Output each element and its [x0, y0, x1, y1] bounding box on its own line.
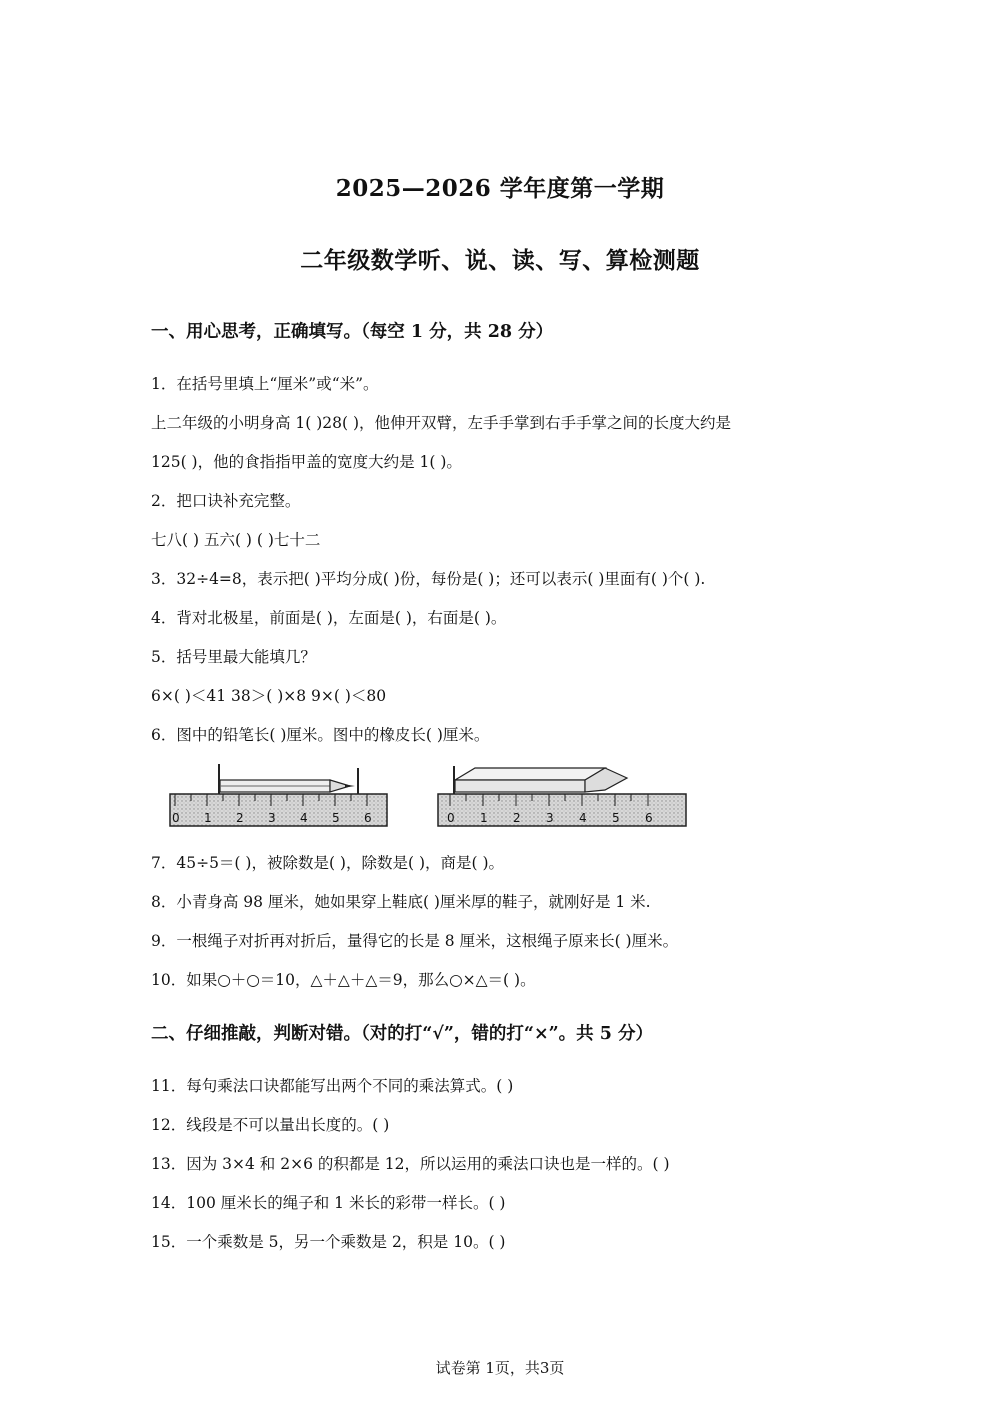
question-2: 2．把口诀补充完整。	[151, 492, 301, 510]
question-10: 10．如果○＋○＝10，△＋△＋△＝9，那么○×△＝( )。	[151, 971, 536, 989]
question-8: 8．小青身高 98 厘米，她如果穿上鞋底( )厘米厚的鞋子，就刚好是 1 米.	[151, 893, 651, 911]
question-9: 9．一根绳子对折再对折后，量得它的长是 8 厘米，这根绳子原来长( )厘米。	[151, 932, 679, 950]
ruler2-tick-2: 2	[513, 811, 521, 825]
ruler1-tick-6: 6	[364, 811, 372, 825]
question-4: 4．背对北极星，前面是( )，左面是( )，右面是( )。	[151, 609, 507, 627]
ruler1-tick-5: 5	[332, 811, 340, 825]
pencil	[220, 780, 355, 792]
ruler1-tick-4: 4	[300, 811, 308, 825]
question-2-items: 七八( ) 五六( ) ( )七十二	[151, 531, 321, 549]
ruler1-tick-0: 0	[172, 811, 180, 825]
question-5: 5．括号里最大能填几？	[151, 648, 316, 666]
question-11: 11．每句乘法口诀都能写出两个不同的乘法算式。( )	[151, 1077, 514, 1095]
question-1-line-a: 上二年级的小明身高 1( )28( )，他伸开双臂，左手手掌到右手手掌之间的长度大约是	[151, 414, 732, 432]
pencil-ruler	[170, 764, 387, 826]
question-7: 7．45÷5＝( )，被除数是( )，除数是( )，商是( )。	[151, 854, 505, 872]
page-footer: 试卷第 1页，共3页	[435, 1359, 565, 1377]
section-1-heading: 一、用心思考，正确填写。（每空 1 分，共 28 分）	[151, 322, 554, 342]
question-6: 6．图中的铅笔长( )厘米。图中的橡皮长( )厘米。	[151, 726, 490, 744]
eraser	[455, 768, 627, 792]
ruler1-tick-1: 1	[204, 811, 212, 825]
exam-title: 2025—2026 学年度第一学期	[335, 175, 665, 202]
ruler-figure	[165, 760, 695, 830]
question-3: 3．32÷4=8，表示把( )平均分成( )份，每份是( )；还可以表示( )里面有( )个( ).	[151, 570, 706, 588]
ruler2-tick-0: 0	[447, 811, 455, 825]
ruler2-tick-4: 4	[579, 811, 587, 825]
question-5-items: 6×( )＜41 38＞( )×8 9×( )＜80	[151, 687, 387, 705]
question-1: 1．在括号里填上“厘米”或“米”。	[151, 375, 379, 393]
question-1-line-b: 125( )，他的食指指甲盖的宽度大约是 1( )。	[151, 453, 462, 471]
question-12: 12．线段是不可以量出长度的。( )	[151, 1116, 390, 1134]
section-2-heading: 二、仔细推敲，判断对错。（对的打“√”，错的打“×”。共 5 分）	[151, 1024, 654, 1044]
question-14: 14．100 厘米长的绳子和 1 米长的彩带一样长。( )	[151, 1194, 506, 1212]
ruler2-tick-1: 1	[480, 811, 488, 825]
ruler2-tick-6: 6	[645, 811, 653, 825]
ruler2-tick-5: 5	[612, 811, 620, 825]
question-13: 13．因为 3×4 和 2×6 的积都是 12，所以运用的乘法口诀也是一样的。( )	[151, 1155, 670, 1173]
question-15: 15．一个乘数是 5，另一个乘数是 2，积是 10。( )	[151, 1233, 506, 1251]
ruler2-tick-3: 3	[546, 811, 554, 825]
exam-subtitle: 二年级数学听、说、读、写、算检测题	[300, 247, 700, 274]
ruler1-tick-2: 2	[236, 811, 244, 825]
ruler1-tick-3: 3	[268, 811, 276, 825]
